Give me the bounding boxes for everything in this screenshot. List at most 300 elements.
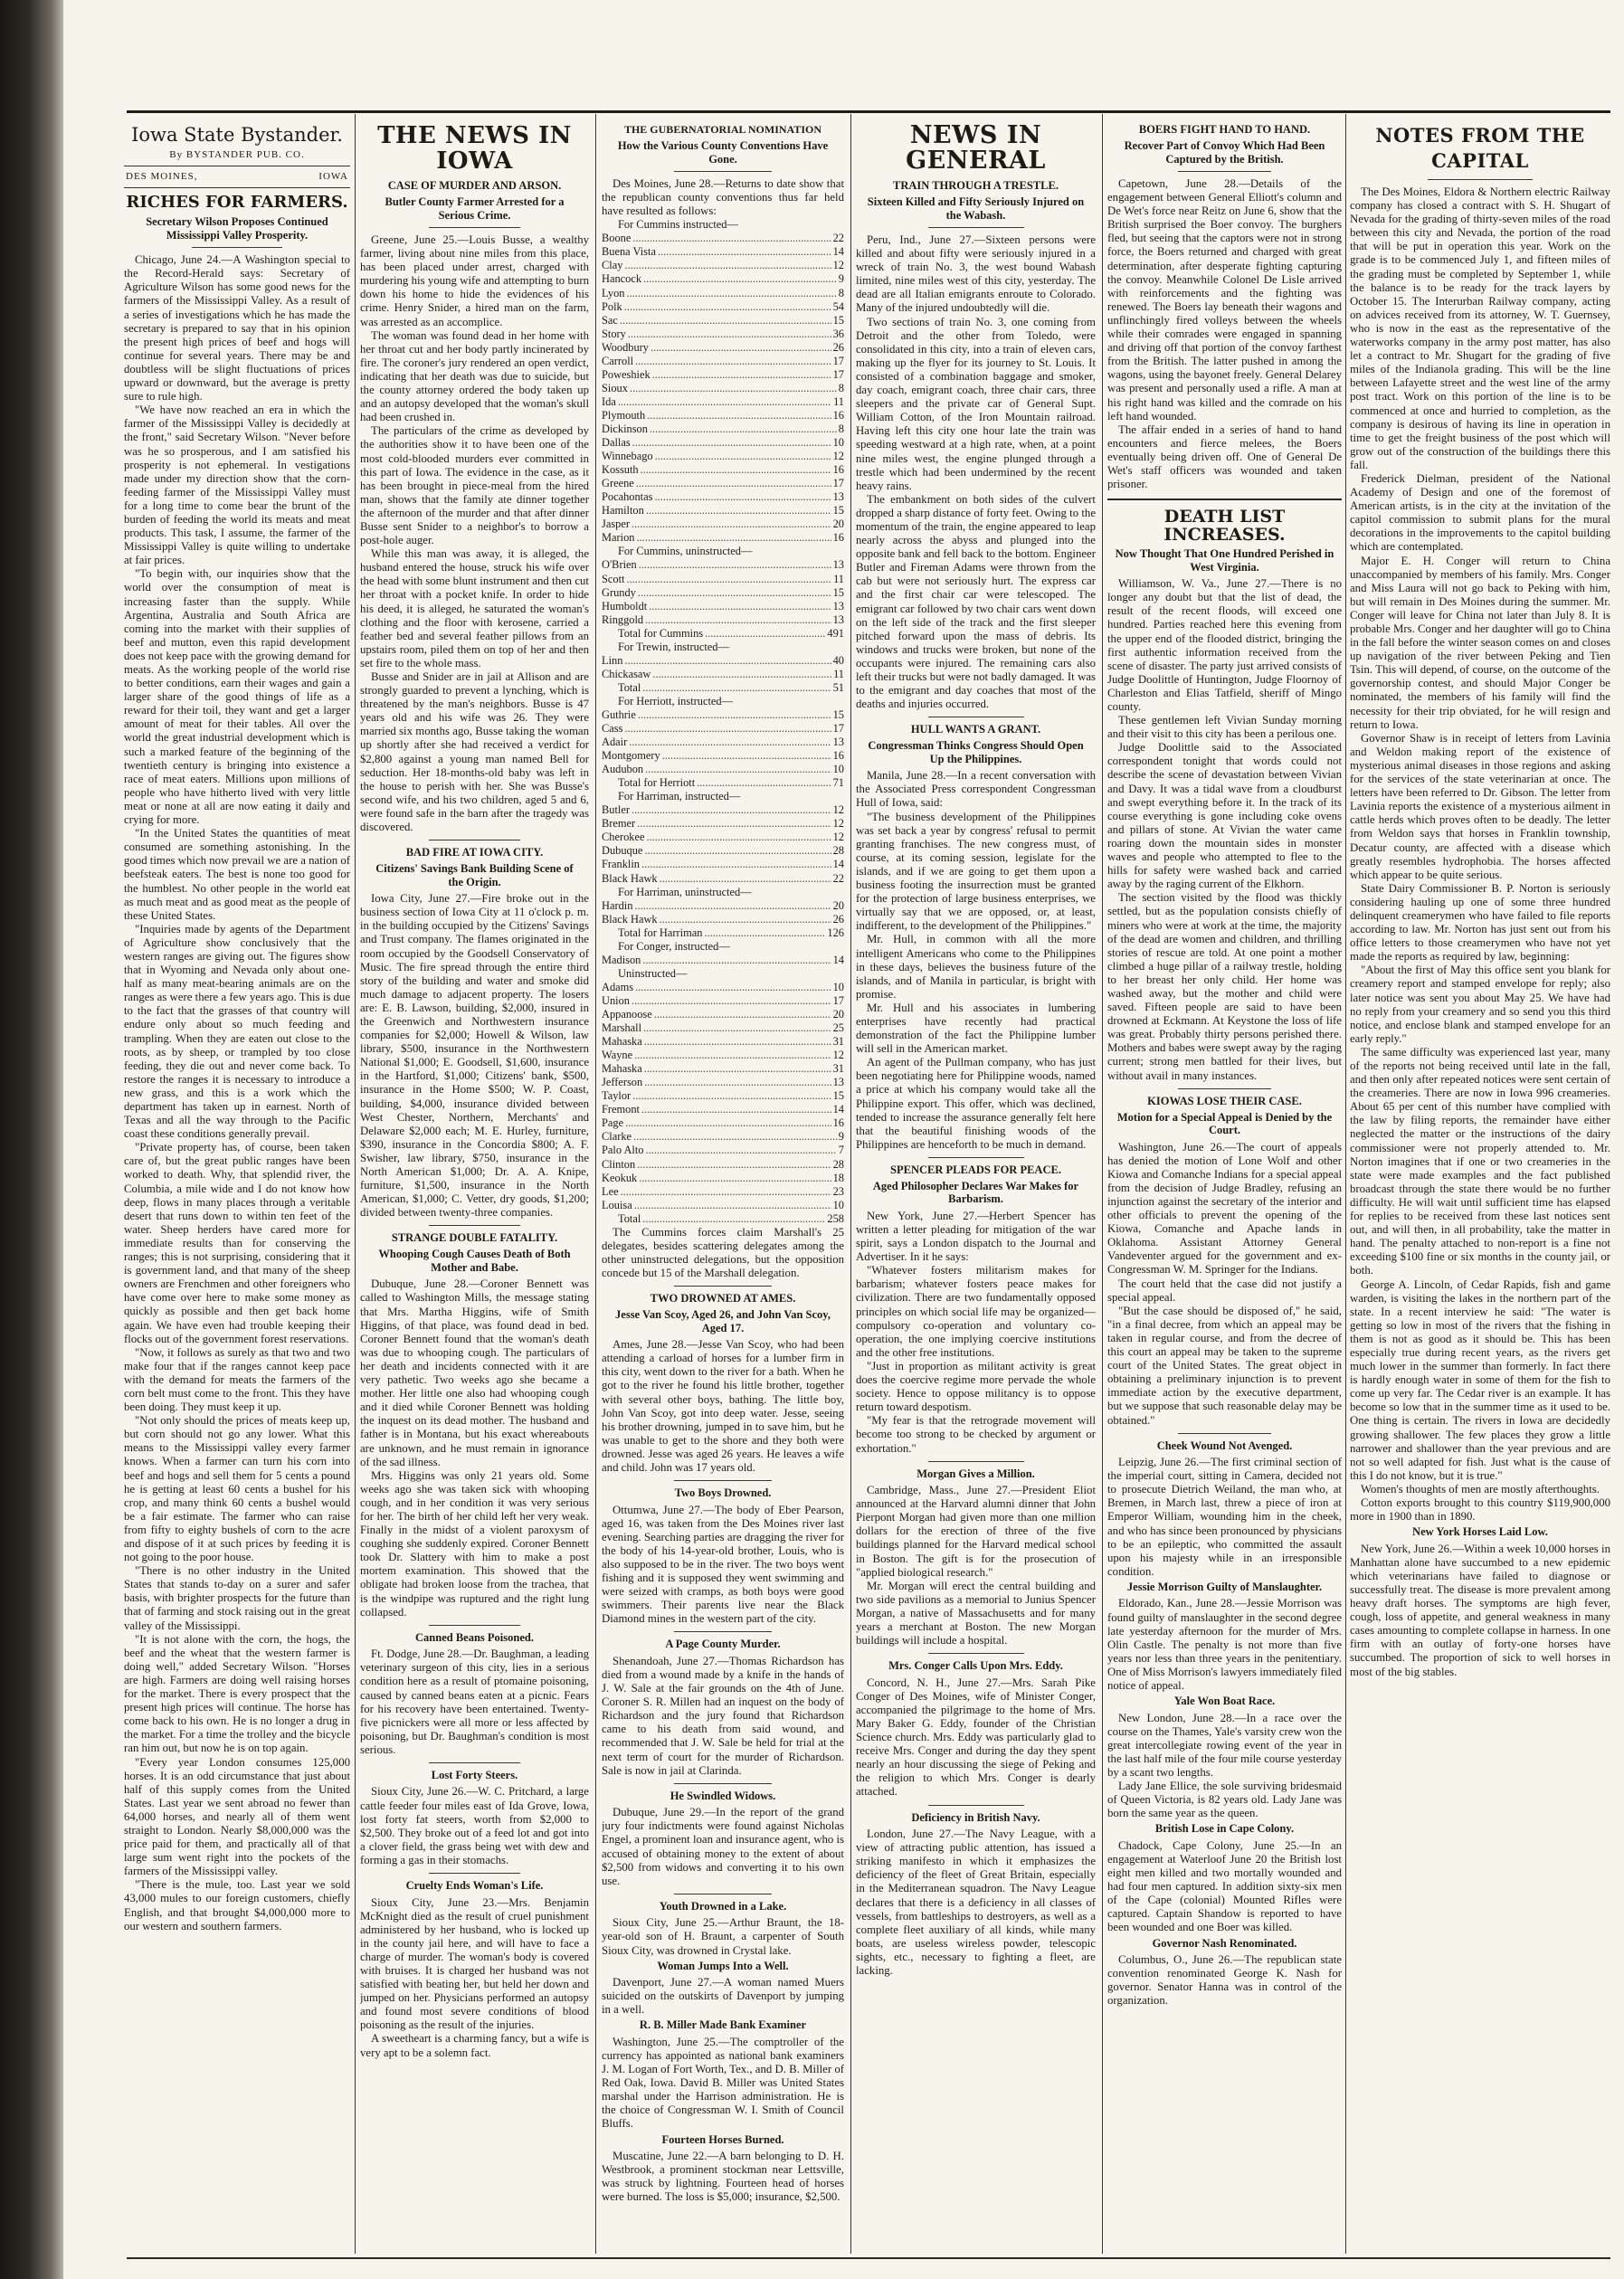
county-name: Fremont — [602, 1103, 640, 1116]
article-deck: Butler County Farmer Arrested for a Serious Crime. — [385, 195, 565, 222]
separator — [674, 171, 771, 172]
paragraph: "My fear is that the retrograde movement will become too strong to be checked by argument or exhortation." — [856, 1414, 1096, 1455]
tally-row — [602, 749, 844, 763]
article-heading: CASE OF MURDER AND ARSON. — [387, 179, 562, 192]
article-body — [360, 892, 589, 1220]
section-heading-news-in-iowa: THE NEWS IN IOWA — [377, 122, 572, 175]
county-name: Guthrie — [602, 707, 636, 721]
county-name: Adams — [602, 980, 634, 993]
leader-dots — [638, 586, 831, 600]
county-name: Keokuk — [602, 1171, 638, 1184]
paragraph: Governor Shaw is in receipt of letters from Lavinia and Weldon making report of the existence of mysterious animal diseases in those regions and asking for the services of the state veterinarian at once. The letters have been referred to Dr. Gibson. The letter from Lavinia reports the existence of a mysterious ailment in cattle herds which proves often to be deadly. The letter from Weldon says that horses in Franklin township, Decatur county, are affected with a disease which greatly resembles hydrophobia. The horses affected which appear to be quite serious. — [1350, 731, 1610, 881]
tally-row — [602, 858, 844, 871]
leader-dots — [637, 817, 831, 831]
tally-total — [602, 776, 844, 790]
leader-dots — [632, 436, 831, 450]
delegate-count: 17 — [832, 993, 844, 1007]
delegate-count: 11 — [833, 667, 844, 680]
paragraph: "About the first of May this office sent you blank for creamery report and stamped envelope for reply; also later notice was sent you about May 25. We have had no reply from your creamery and so send you this third notice, and enclose blank and stamped envelope for an early reply." — [1350, 964, 1610, 1045]
paragraph: An agent of the Pullman company, who has just been negotiating here for Philippine woods, named a price at which his company would take all the Philippine export. This offer, which was declined, tended to increase the assurance generally felt here that the beautiful finishing woods of the Philippines are henceforth to be much in demand. — [856, 1056, 1096, 1151]
county-name: Woodbury — [602, 340, 649, 354]
delegate-count: 15 — [832, 585, 844, 599]
paragraph: The same difficulty was experienced last year, many of the reports not being received until late in the fall, and then only after repeated notices were sent certain of the creameries. There are now in Iowa 996 creameries. About 65 per cent of this number have complied with the law by filing reports, the remainder have either neglected the matter or the instructions of the dairy commissioner were not properly attended to. Mr. Norton imagines that if one or two creameries in the state were made examples and the fact published broadcast through the state there would be no further difficulty. He will wait until sufficient time has elapsed for replies to be received from these last notices sent out, and will then, in all probability, take the matter in hand. The penalty attached to non-report is a fine not exceeding $100 fine or six months in the county jail, or both. — [1350, 1045, 1610, 1277]
county-name: Clay — [602, 259, 623, 272]
county-name: Chickasaw — [602, 667, 651, 680]
paragraph: Peru, Ind., June 27.—Sixteen persons were killed and about fifty were seriously injured in a wreck of train No. 3, the west bound Wabash limited, nine miles west of this city, yesterday. The dead are all Italian emigrants enroute to Colorado. Many of the injured undoubtedly will die. — [856, 233, 1096, 315]
tally-row — [602, 831, 844, 844]
separator — [928, 1461, 1024, 1462]
paragraph: A sweetheart is a charming fancy, but a wife is very apt to be a solemn fact. — [360, 2032, 589, 2059]
leader-dots — [650, 423, 837, 436]
tally-rows — [602, 708, 844, 776]
delegate-count: 15 — [832, 707, 844, 721]
paragraph: Mrs. Higgins was only 21 years old. Some weeks ago she was taken sick with whooping cough, and in her condition it was very serious for her. The birth of her child left her very weak. Finally in the midst of a violent paroxysm of coughing she suddenly expired. Coroner Bennett took Dr. Slattery with him to make a post mortem examination. This showed that the obligate had broken loose from the trachea, that is the windpipe was ruptured and the right lung collapsed. — [360, 1468, 589, 1619]
delegate-count: 13 — [832, 558, 844, 572]
leader-dots — [646, 831, 831, 844]
article-heading: Jessie Morrison Guilty of Manslaughter. — [1126, 1580, 1323, 1593]
section-heading-notes-from-the-capital: NOTES FROM THE CAPITAL — [1375, 124, 1585, 172]
county-name: Clarke — [602, 1130, 632, 1144]
leader-dots — [632, 518, 831, 531]
delegate-count: 17 — [832, 722, 844, 736]
delegate-count: 71 — [832, 776, 844, 790]
article-heading: Mrs. Conger Calls Upon Mrs. Eddy. — [888, 1659, 1063, 1673]
tally-row — [602, 803, 844, 817]
leader-dots — [655, 450, 831, 463]
tally-row — [602, 341, 844, 355]
tally-row — [602, 450, 844, 463]
paragraph: New London, June 28.—In a race over the course on the Thames, Yale's varsity crew won the great intercollegiate rowing event of the year in the last half mile of the four mile course yesterday by a scant two lengths. — [1107, 1711, 1342, 1779]
delegate-count: 16 — [832, 531, 844, 545]
article-body — [856, 1828, 1096, 1978]
delegate-count: 10 — [832, 763, 844, 776]
article-body — [1107, 577, 1342, 1082]
county-name: Grundy — [602, 585, 636, 599]
separator — [429, 1225, 520, 1226]
article-heading: SPENCER PLEADS FOR PEACE. — [890, 1163, 1061, 1176]
tally-group-label: For Harriman, instructed— — [618, 790, 741, 803]
delegate-count: 51 — [832, 680, 844, 694]
leader-dots — [634, 1049, 831, 1062]
leader-dots — [632, 994, 831, 1008]
tally-row — [602, 259, 844, 272]
tally-row — [618, 627, 844, 641]
leader-dots — [645, 763, 831, 776]
delegate-count: 10 — [832, 436, 844, 450]
county-name: Scott — [602, 572, 625, 585]
delegate-count: 14 — [832, 245, 844, 259]
article-heading: Woman Jumps Into a Well. — [657, 1959, 789, 1972]
tally-row — [602, 763, 844, 776]
paragraph: Mr. Hull and his associates in lumbering enterprises have recently had practical demonstration of the fact the Philippine lumber will sell in the American market. — [856, 1001, 1096, 1056]
tally-row — [602, 1089, 844, 1103]
paragraph: "In the United States the quantities of meat consumed are something astonishing. In the good times which now prevail we are a nation of beefsteak eaters. The best is none too good for the humblest. No other people in the world eat as much meat and as good meat as the people of these United States. — [124, 827, 350, 922]
paragraph: Dubuque, June 29.—In the report of the grand jury four indictments were found against Nicholas Engel, a prominent loan and insurance agent, who is accused of obtaining money to the extent of about $2,500 from widows and converting it to his own use. — [602, 1806, 844, 1887]
tally-row — [602, 463, 844, 477]
article-heading: Deficiency in British Navy. — [911, 1810, 1040, 1824]
article-deck: Jesse Van Scoy, Aged 26, and John Van Scoy, Aged 17. — [615, 1308, 831, 1334]
paragraph: Sioux City, June 25.—Arthur Braunt, the 18-year-old son of H. Braunt, a carpenter of South Sioux City, was drowned in Crystal lake. — [602, 1916, 844, 1957]
column-divider — [850, 114, 851, 2254]
dateline-place-left: DES MOINES, — [126, 171, 198, 183]
article-deck: Congressman Thinks Congress Should Open Up the Philippines. — [868, 739, 1084, 765]
separator — [429, 1625, 520, 1626]
delegate-count: 12 — [832, 831, 844, 844]
paragraph: Sioux City, June 26.—W. C. Pritchard, a large cattle feeder four miles east of Ida Grove, Iowa, lost forty fat steers, worth from $2,000 to $2,500. They broke out of a feed lot and got into a clover field, the grass being wet with dew and forming a gas in their stomachs. — [360, 1785, 589, 1866]
tally-row — [602, 232, 844, 245]
tally-row — [602, 328, 844, 341]
paragraph: "There is no other industry in the United States that stands to-day on a surer and safer basis, with brighter prospects for the future than that of farming and stock raising out in the great valley of the Mississippi. — [124, 1564, 350, 1632]
leader-dots — [628, 328, 831, 341]
paragraph: Busse and Snider are in jail at Allison and are strongly guarded to prevent a lynching, which is threatened by the man's neighbors. Busse is 47 years old and his wife was 26. They were married six months ago, Busse taking the woman up shortly after she had received a verdict for $2,800 against a young man named Bell for seduction. Her 18-months-old baby was left in the house to perish with her. She was Busse's second wife, and his two children, aged 5 and 6, were found safe in the barn after the tragedy was discovered. — [360, 670, 589, 834]
leader-dots — [637, 1158, 831, 1172]
article-heading: KIOWAS LOSE THEIR CASE. — [1147, 1094, 1302, 1107]
tally-row — [602, 1021, 844, 1035]
leader-dots — [660, 913, 831, 926]
column-divider — [1345, 114, 1346, 2254]
article-heading: THE GUBERNATORIAL NOMINATION — [623, 123, 822, 136]
tally-row — [602, 504, 844, 518]
article-heading: DEATH LIST INCREASES. — [1163, 507, 1286, 546]
article-body — [602, 1916, 844, 1957]
article-heading: A Page County Murder. — [665, 1638, 781, 1651]
tally-row — [602, 423, 844, 436]
delegate-count: 26 — [832, 340, 844, 354]
delegate-count: 12 — [832, 259, 844, 272]
county-name: Franklin — [602, 858, 640, 871]
tally-row — [602, 1008, 844, 1021]
leader-dots — [704, 926, 825, 940]
paragraph: "But the case should be disposed of," he said, "in a final decree, from which an appeal may be taken in regular course, and from the decree of this court an appeal may be taken to the supreme court of the United States. The great object in obtaining a preliminary injunction is to prevent immediate action by the executive department, but we suppose that such reasonable delay may be obtained." — [1107, 1304, 1342, 1427]
paragraph: Major E. H. Conger will return to China unaccompanied by members of his family. Mrs. Conger and Miss Laura will not go back to Peking with him, but will remain in Des Moines during the summer. Mr. Conger will leave for China not later than July 8. It is probable Mrs. Conger and her daughter will go to China in the fall before the winter season comes on and closes up navigation of the river between Peking and Tien Tsin. This will depend, of course, on the outcome of the governorship contest, and should Major Conger be nominated, the members of his family will find the necessity for their trip obviated, for he will resign and return to Iowa. — [1350, 554, 1610, 731]
article-body — [856, 233, 1096, 711]
article-deck: Citizens' Savings Bank Building Scene of the Origin. — [375, 862, 574, 888]
tally-row — [602, 600, 844, 613]
leader-dots — [620, 314, 831, 328]
article-deck: Motion for a Special Appeal is Denied by the Court. — [1116, 1110, 1333, 1137]
article-deck: How the Various County Conventions Have Gone. — [617, 139, 829, 166]
leader-dots — [634, 1199, 831, 1212]
article-body — [856, 1676, 1096, 1799]
delegate-count: 20 — [832, 1008, 844, 1021]
county-name: Wayne — [602, 1049, 633, 1062]
article-body — [602, 2036, 844, 2132]
delegate-count: 15 — [832, 313, 844, 327]
article-body — [1107, 1712, 1342, 1821]
article-intro: Des Moines, June 28.—Returns to date show that the republican county conventions thus far held have resulted as follows: — [602, 177, 844, 218]
delegate-count: 11 — [833, 394, 844, 408]
county-name: Pocahontas — [602, 490, 653, 504]
leader-dots — [644, 844, 831, 858]
article-heading: Lost Forty Steers. — [431, 1768, 518, 1781]
tally-group-label: For Cummins instructed— — [618, 218, 738, 232]
county-name: Bremer — [602, 817, 636, 831]
leader-dots — [636, 531, 831, 545]
county-name: Butler — [602, 803, 630, 817]
article-body — [602, 1338, 844, 1475]
tally-row — [602, 245, 844, 259]
delegate-count: 7 — [838, 1144, 844, 1157]
paragraph: Chicago, June 24.—A Washington special to the Record-Herald says: Secretary of Agriculture Wilson has some good news for the farmers of the Mississippi Valley. As a result of a series of investigations which he has made the secretary is prepared to say that in his opinion the present high prices of beef and hogs will continue for several years. There may be and doubtless will be slight fluctuations of prices upward or downward, but the average is pretty sure to rule high. — [124, 253, 350, 404]
article-body — [360, 1896, 589, 2060]
tally-row — [602, 355, 844, 368]
separator — [192, 247, 282, 248]
leader-dots — [641, 1103, 831, 1116]
delegate-count: 20 — [832, 518, 844, 531]
paragraph: The woman was found dead in her home with her throat cut and her body partly incinerated by fire. The coroner's jury rendered an open verdict, indicating that her death was due to suicide, but the county attorney ordered the body taken up and an autopsy developed that the woman's skull had been crushed in. — [360, 328, 589, 424]
tally-row — [602, 1158, 844, 1172]
article-body — [360, 233, 589, 834]
delegate-count: 13 — [832, 490, 844, 504]
leader-dots — [649, 600, 831, 613]
delegate-count: 22 — [832, 232, 844, 245]
paragraph: The affair ended in a series of hand to hand encounters and fierce melees, the Boers eventually being driven off. One of General De Wet's staff officers was wounded and taken prisoner. — [1107, 423, 1342, 491]
section-heading-news-in-general: NEWS IN GENERAL — [906, 121, 1046, 175]
article-body — [856, 1484, 1096, 1648]
county-name: Kossuth — [602, 463, 639, 477]
column-divider — [1102, 114, 1103, 2254]
article-heading: TRAIN THROUGH A TRESTLE. — [893, 179, 1059, 192]
county-name: Audubon — [602, 763, 644, 776]
top-rule — [127, 110, 1610, 113]
article-heading: Youth Drowned in a Lake. — [659, 1899, 787, 1913]
article-heading: BOERS FIGHT HAND TO HAND. — [1138, 123, 1311, 136]
article-body — [1350, 1543, 1610, 1679]
tally-rows — [602, 232, 844, 545]
county-name: Montgomery — [602, 749, 660, 763]
county-name: Clinton — [602, 1157, 636, 1171]
tally-row — [602, 1062, 844, 1076]
tally-row — [602, 817, 844, 831]
paragraph: "The business development of the Philippines was set back a year by congress' refusal to permit granting franchises. The new congress must, of course, at its coming session, legislate for the islands, and if we are going to get them upon a business footing the insurrection must be granted for the protection of large business enterprises, we virtually say that we are opposed, or, at least, indifferent, to the development of the Philippines." — [856, 810, 1096, 933]
separator — [674, 1480, 771, 1481]
delegate-count: 13 — [832, 612, 844, 626]
leader-dots — [642, 954, 831, 967]
paragraph: George A. Lincoln, of Cedar Rapids, fish and game warden, is visiting the lakes in the northern part of the state. In a recent interview he said: "The water is getting so low in most of the rivers that the fishing in them is not as good as it should be. This has been especially true during recent years, as the rivers get much lower in the summer than formerly. In fact there is hardly enough water in some of them for the fish to come up very far. The Cedar river is an example. It has become so low that in the summer time as it used to be. One thing is certain. The rivers in Iowa are decidedly growing shallower. The few places they grow a little narrower and shallower than the year previous and are not so well adapted for fish. Just what is the cause of this I do not know, but it is true." — [1350, 1277, 1610, 1482]
delegate-count: 9 — [838, 272, 844, 286]
delegate-count: 13 — [832, 1076, 844, 1089]
article-body — [602, 1806, 844, 1888]
paragraph: Capetown, June 28.—Details of the engagement between General Elliott's column and De Wet's force near Reitz on June 6, show that the British surprised the Boer convoy. The burghers fled, but seeing that the captors were not in strong force, the Boers returned and charged with great determination, after desperate fighting capturing the convoy. Meanwhile Colonel De Lisle arrived with reinforcements and the fighting was renewed. The Boers lay beneath their wagons and unflinchingly fired volleys between the wheels while their comrades were engaged in spanning and driving off that portion of the convoy farthest from the British. The latter pushed in among the wagons, using the bayonet freely. General Delarey was present and personally used a rifle. A man at his right hand was killed and the comrade on his left hand wounded. — [1107, 177, 1342, 423]
leader-dots — [618, 395, 831, 409]
leader-dots — [621, 1185, 831, 1199]
county-name: Total for Herriott — [618, 776, 696, 790]
county-name: Lee — [602, 1184, 619, 1198]
county-name: Marshall — [602, 1021, 642, 1035]
paragraph: "We have now reached an era in which the farmer of the Mississippi Valley is decidedly at the front," said Secretary Wilson. "Never before was he so prosperous, and I am satisfied his prosperity is not ephemeral. In vestigations made under my direction show that the corn-feeding farmer of the Mississippi Valley must for a long time to come bear the brunt of the burden of feeding the world its meats and meat products. This task, I assume, the farmer of the Mississippi Valley is quite willing to undertake at fair prices. — [124, 404, 350, 567]
tally-row — [602, 736, 844, 749]
tally-row — [602, 1049, 844, 1062]
separator — [1107, 499, 1342, 500]
article-deck: Secretary Wilson Proposes Continued Mississippi Valley Prosperity. — [146, 215, 328, 242]
county-name: O'Brien — [602, 558, 637, 572]
paragraph: Concord, N. H., June 27.—Mrs. Sarah Pike Conger of Des Moines, wife of Minister Conger, accompanied the pilgrimage to the home of Mrs. Mary Baker G. Eddy, founder of the Christian Science church. Mrs. Eddy was particularly glad to receive Mrs. Conger and during the day they spent nearly an hour discussing the siege of Peking and the religion to which Mrs. Conger is dearly attached. — [856, 1676, 1096, 1799]
leader-dots — [662, 749, 831, 763]
leader-dots — [639, 558, 831, 572]
article-body — [124, 253, 350, 1933]
paragraph: Chadock, Cape Colony, June 25.—In an engagement at Waterloof June 20 the British lost eight men killed and two mortally wounded and had four men captured. In addition sixty-six men of the Cape (colonial) Mounted Rifles were captured. Captain Shandow is reported to have been wounded and one Boer was killed. — [1107, 1838, 1342, 1934]
paragraph: State Dairy Commissioner B. P. Norton is seriously considering hauling up one of some three hundred delinquent creamerymen who have failed to file reports according to law. Mr. Norton has just sent out from his office letters to those creamerymen who have not yet made the reports as required by law, beginning: — [1350, 881, 1610, 964]
paragraph: London, June 27.—The Navy League, with a view of attracting public attention, has issued a striking manifesto in which it emphasizes the deficiency of the fleet of Great Britain, especially in the Mediterranean squadron. The Navy League declares that there is a deficiency in all classes of vessels, from battleships to destroyers, as well as a complete fleet auxiliary of all kinds, while many boats, are useless wireless powder, telescopic sights, etc., necessary to fighting a fleet, are lacking. — [856, 1828, 1096, 1977]
county-name: Union — [602, 993, 630, 1007]
paragraph: "There is the mule, too. Last year we sold 43,000 mules to our foreign customers, chiefly English, and that brought $4,000,000 more to our western and southern farmers. — [124, 1878, 350, 1932]
county-name: Boone — [602, 232, 632, 245]
separator — [429, 1873, 520, 1874]
leader-dots — [635, 981, 831, 994]
tally-row — [602, 954, 844, 967]
article-deck: Aged Philosopher Declares War Makes for Barbarism. — [872, 1179, 1079, 1206]
bottom-rule — [127, 2257, 1610, 2259]
leader-dots — [630, 382, 837, 395]
delegate-count: 14 — [832, 953, 844, 966]
delegate-count: 17 — [832, 367, 844, 381]
county-name: Story — [602, 327, 626, 340]
paragraph: "Now, it follows as surely as that two and two make four that if the ranges cannot keep pace with the demand for meats the farmers of the corn belt must come to the front. This they have been doing. They must keep it up. — [124, 1345, 350, 1414]
leader-dots — [647, 409, 831, 423]
county-name: Total for Cummins — [618, 626, 704, 640]
paragraph: Judge Doolittle said to the Associated correspondent tonight that words could not describe the scene of devastation between Vivian and Davy. It was a tidal wave from a cloudburst and swept everything before it. In the track of its course everything is gone including coke ovens and pillars of stone. At Vivian the water came roaring down the mountain sides in monster waves and people who attempted to flee to the hills for safety were washed back and carried away by the raging current of the Elkhorn. — [1107, 741, 1342, 891]
paragraph: The Des Moines, Eldora & Northern electric Railway company has closed a contract with S. H. Shugart of Nevada for the grading of thirty-seven miles of the road between this city and Nevada, the portion of the road that will be put in operation this year. Work on the grade is to be commenced July 1, and fifteen miles of the grading must be completed by September 1, while the balance is to be ready for the track layers by October 15. The Interurban Railway company, acting on advices received from its attorney, W. T. Guernsey, who is now in the east as the representative of the waterworks company in the army post matter, has also let a contract to Mr. Shugart for the grading of five miles of the Indianola grading. This will be the line between Lafayette street and the west line of the army post tract. Work on this portion of the line is to be commenced at once and hurried to completion, as the company is desirous of having its line in operation in time to get the freight business of the post which will grow out of the construction of the buildings there this fall. — [1350, 185, 1610, 471]
delegate-count: 17 — [832, 477, 844, 490]
tally-rows — [602, 654, 844, 681]
tally-row — [602, 436, 844, 450]
paragraph: "Just in proportion as militant activity is great does the coercive regime more pervade the whole society. Hence to oppose militancy is to oppose return toward despotism. — [856, 1359, 1096, 1414]
tally-row — [602, 287, 844, 300]
county-name: Marion — [602, 531, 635, 545]
delegate-count: 31 — [832, 1035, 844, 1049]
delegate-count: 54 — [832, 299, 844, 313]
delegate-count: 8 — [838, 286, 844, 299]
paragraph: Ottumwa, June 27.—The body of Eber Pearson, aged 16, was taken from the Des Moines river last evening. Searching parties are dragging the river for the body of his 14-year-old brother, Louis, who is also supposed to be in the river. The two boys went fishing and it is supposed they went swimming and were seized with cramps, as both boys were good swimmers. Their parents live near the Black Diamond mines in the western part of the city. — [602, 1503, 844, 1626]
tally-row — [602, 586, 844, 600]
column-divider — [595, 114, 596, 2254]
delegate-count: 17 — [832, 354, 844, 367]
article-heading: British Lose in Cape Colony. — [1154, 1822, 1295, 1836]
delegate-count: 31 — [832, 1062, 844, 1076]
tally-row — [602, 994, 844, 1008]
county-name: Sioux — [602, 381, 628, 394]
delegate-count: 10 — [832, 980, 844, 993]
county-name: Total — [618, 680, 641, 694]
article-heading: Morgan Gives a Million. — [916, 1467, 1035, 1480]
tally-group-label: For Herriott, instructed— — [618, 694, 733, 707]
tally-row — [602, 395, 844, 409]
leader-dots — [642, 681, 831, 695]
tally-total — [602, 1212, 844, 1226]
delegate-count: 28 — [832, 844, 844, 858]
article-body — [1107, 1456, 1342, 1579]
delegate-count: 126 — [827, 926, 844, 939]
delegate-count: 15 — [832, 504, 844, 518]
leader-dots — [644, 1062, 831, 1076]
paragraph: Cambridge, Mass., June 27.—President Eliot announced at the Harvard alumni dinner that John Pierpont Morgan had given more than one million dollars for the erection of three of the five buildings planned for the Harvard medical school in Boston. The gift is for the prosecution of "applied biological research." — [856, 1484, 1096, 1579]
leader-dots — [652, 668, 831, 681]
article-heading: R. B. Miller Made Bank Examiner — [639, 2018, 807, 2032]
paragraph: Dubuque, June 28.—Coroner Bennett was called to Washington Mills, the message stating that Mrs. Martha Higgins, wife of Smith Higgins, of that place, was found dead in bed. Coroner Bennett found that the woman's death was due to whooping cough. The particulars of her death and incidents connected with it are very pathetic. Two weeks ago she became a mother. Her little one also had whooping cough and it died while Coroner Bennett was holding the inquest on its dead mother. The husband and father is in Montana, but his exact whereabouts are unknown, and he must remain in ignorance of the sad illness. — [360, 1277, 589, 1468]
leader-dots — [635, 355, 831, 368]
paragraph: "To begin with, our inquiries show that the world over the consumption of meat is increasing faster than the supply. While Argentina, Australia and South Africa are coming into the market with their supplies of beef and mutton, even this rapid development does not keep pace with the growing demand for meats. As the working people of the world rise to better conditions, earn their wages and gain a larger share of the good things of life as a reward for their toil, they want and get a larger amount of meat for their tables. All over the world the great industrial development which is such a marked feature of the beginning of the twentieth century is bringing into existence a race of meat eaters. Millions upon millions of people who have hitherto lived with very little meat or none at all are now eating it daily and crying for more. — [124, 567, 350, 827]
delegate-count: 13 — [832, 599, 844, 612]
tally-row — [602, 531, 844, 545]
county-name: Jefferson — [602, 1076, 643, 1089]
county-name: Linn — [602, 653, 623, 667]
delegate-count: 20 — [832, 898, 844, 912]
masthead-publisher: By BYSTANDER PUB. CO. — [169, 149, 305, 160]
tally-row — [602, 654, 844, 668]
article-body — [602, 2150, 844, 2204]
county-name: Black Hawk — [602, 912, 658, 926]
tally-row — [602, 300, 844, 314]
tally-row — [602, 613, 844, 627]
paragraph: Shenandoah, June 27.—Thomas Richardson has died from a wound made by a knife in the hands of J. W. Sale at the fair grounds on the 4th of June. Coroner S. R. Millen had an inquest on the body of Richardson and the jury found that Richardson came to his death from said wound, and recommended that J. W. Sale be held for trial at the next term of court for the murder of Richardson. Sale is now in jail at Clarinda. — [602, 1654, 844, 1777]
leader-dots — [643, 272, 837, 286]
county-name: Dickinson — [602, 422, 648, 435]
article-body — [602, 1976, 844, 2017]
county-name: Appanoose — [602, 1008, 652, 1021]
article-heading: Yale Won Boat Race. — [1173, 1695, 1276, 1708]
paragraph: "Whatever fosters militarism makes for barbarism; whatever fosters peace makes for civilization. There are two fundamentally opposed principles on which social life may be organized—compulsory co-operation and voluntary co-operation, the one implying coercive institutions and the other free institutions. — [856, 1264, 1096, 1359]
leader-dots — [624, 259, 831, 272]
delegate-count: 258 — [827, 1211, 844, 1225]
delegate-count: 15 — [832, 1089, 844, 1103]
leader-dots — [626, 573, 831, 586]
county-name: Dallas — [602, 436, 631, 450]
leader-dots — [624, 654, 831, 668]
county-name: Hamilton — [602, 504, 644, 518]
article-deck: Now Thought That One Hundred Perished in West Virginia. — [1115, 547, 1334, 574]
tally-row — [602, 668, 844, 681]
tally-rows — [602, 981, 844, 1212]
article-body — [1107, 177, 1342, 491]
county-name: Buena Vista — [602, 245, 656, 259]
delegate-count: 11 — [833, 572, 844, 585]
article-body — [1107, 1597, 1342, 1693]
paragraph: New York, June 26.—Within a week 10,000 horses in Manhattan alone have succumbed to a new epidemic which veterinarians have failed to diagnose or successfully treat. The disease is more prevalent among heavy draft horses. The symptoms are high fever, cough, loss of appetite, and general weakness in many cases amounting to complete collapse in harness. In one firm with an outlay of forty-one horses have succumbed. The proportion of sick to well horses in most of the big stables. — [1350, 1542, 1610, 1678]
tally-group-label: Uninstructed— — [618, 966, 688, 980]
tally-group-label: For Harriman, uninstructed— — [618, 885, 752, 898]
delegate-count: 40 — [832, 653, 844, 667]
county-name: Lyon — [602, 286, 625, 299]
leader-dots — [633, 1130, 837, 1144]
county-name: Madison — [602, 953, 641, 966]
leader-dots — [636, 477, 831, 490]
article-body — [360, 1648, 589, 1757]
tally-row — [602, 913, 844, 926]
scanned-binding-edge — [0, 0, 63, 2279]
county-name: Greene — [602, 477, 634, 490]
tally-total — [602, 627, 844, 641]
article-body — [1107, 1839, 1342, 1935]
tally-rows — [602, 803, 844, 885]
county-name: Humboldt — [602, 599, 648, 612]
paragraph: Cotton exports brought to this country $119,900,000 more in 1900 than in 1890. — [1350, 1496, 1610, 1524]
leader-dots — [645, 1144, 836, 1157]
article-heading: He Swindled Widows. — [670, 1789, 776, 1802]
separator — [928, 227, 1024, 228]
article-body — [1350, 185, 1610, 1524]
paragraph: Mr. Morgan will erect the central building and two side pavilions as a memorial to Junius Spencer Morgan, a native of Massachusetts and for many years a merchant at Boston. The new Morgan buildings will include a hospital. — [856, 1579, 1096, 1648]
paragraph: Two sections of train No. 3, one coming from Detroit and the other from Toledo, were consolidated in this city, into a train of eleven cars, making up the flyer for its journey to St. Louis. It consisted of a combination baggage and smoker, day coach, emigrant coach, three chair cars, three sleepers and the private car of General Supt. William Cotton, of the Iron Mountain railroad. Having left this city one hour late the train was speeding westward at a high rate, when, at a point nine miles west, the engine plunged through a trestle which had been undermined by the recent heavy rains. — [856, 315, 1096, 492]
tally-row — [602, 490, 844, 504]
separator — [429, 1762, 520, 1763]
paragraph: Frederick Dielman, president of the National Academy of Design and one of the foremost of American artists, is in the city at the invitation of the capitol commission to submit plans for the mural decorations in the improvements to the capitol building which are contemplated. — [1350, 471, 1610, 554]
county-name: Adair — [602, 736, 628, 749]
article-body — [360, 1277, 589, 1619]
masthead-title: Iowa State Bystander. — [131, 124, 343, 146]
county-name: Polk — [602, 299, 622, 313]
tally-row — [602, 573, 844, 586]
leader-dots — [651, 341, 831, 355]
